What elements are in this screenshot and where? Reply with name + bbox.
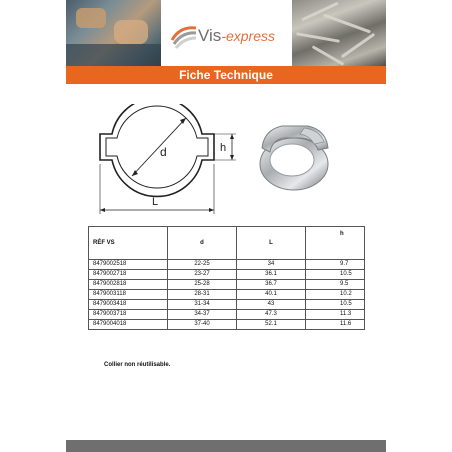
cell-d: 25-28 [168,280,237,290]
cell-l: 34 [237,260,306,270]
logo-suffix: -express [221,28,275,44]
non-reusable-note: Collier non réutilisable. [104,362,171,368]
clamp-product-photo [248,108,344,204]
cell-d: 28-31 [168,290,237,300]
table-row [89,310,365,320]
header-photo-screws [292,0,386,66]
cell-ref: 8479003118 [89,290,168,300]
table-row [89,280,365,290]
cell-d: 37-40 [168,320,237,330]
cell-ref: 8479003718 [89,310,168,320]
spec-table [88,226,365,330]
cell-l: 36.1 [237,270,306,280]
cell-l: 40.1 [237,290,306,300]
cell-ref: 8479003418 [89,300,168,310]
swoosh-icon [170,20,198,50]
header-h: h [306,227,365,260]
clamp-technical-drawing [92,104,252,224]
table-row [89,320,365,330]
label-h: h [220,142,227,154]
table-row [89,270,365,280]
cell-h: 9.5 [306,280,365,290]
label-d: d [160,145,167,159]
footer-bar [66,440,386,452]
header-d: d [168,227,237,260]
cell-h: 10.2 [306,290,365,300]
cell-d: 23-27 [168,270,237,280]
cell-ref: 8479002518 [89,260,168,270]
cell-h: 9.7 [306,260,365,270]
fiche-technique-banner: Fiche Technique [66,66,386,84]
cell-d: 31-34 [168,300,237,310]
header-photo-tools [66,0,161,66]
cell-ref: 8479004018 [89,320,168,330]
vis-express-logo [170,20,290,50]
table-row [89,290,365,300]
cell-l: 52.1 [237,320,306,330]
cell-d: 34-37 [168,310,237,320]
logo-brand: Vis [198,26,222,45]
cell-h: 11.3 [306,310,365,320]
logo-text [198,26,275,46]
cell-ref: 8479002718 [89,270,168,280]
label-L: L [152,196,159,208]
cell-d: 22-25 [168,260,237,270]
cell-l: 47.3 [237,310,306,320]
cell-ref: 8479002818 [89,280,168,290]
table-row [89,300,365,310]
cell-h: 10.5 [306,300,365,310]
cell-l: 36.7 [237,280,306,290]
table-row [89,260,365,270]
cell-l: 43 [237,300,306,310]
table-header-row [89,227,365,260]
header-ref: RÉF VS [89,227,168,260]
cell-h: 11.6 [306,320,365,330]
cell-h: 10.5 [306,270,365,280]
header-l: L [237,227,306,260]
